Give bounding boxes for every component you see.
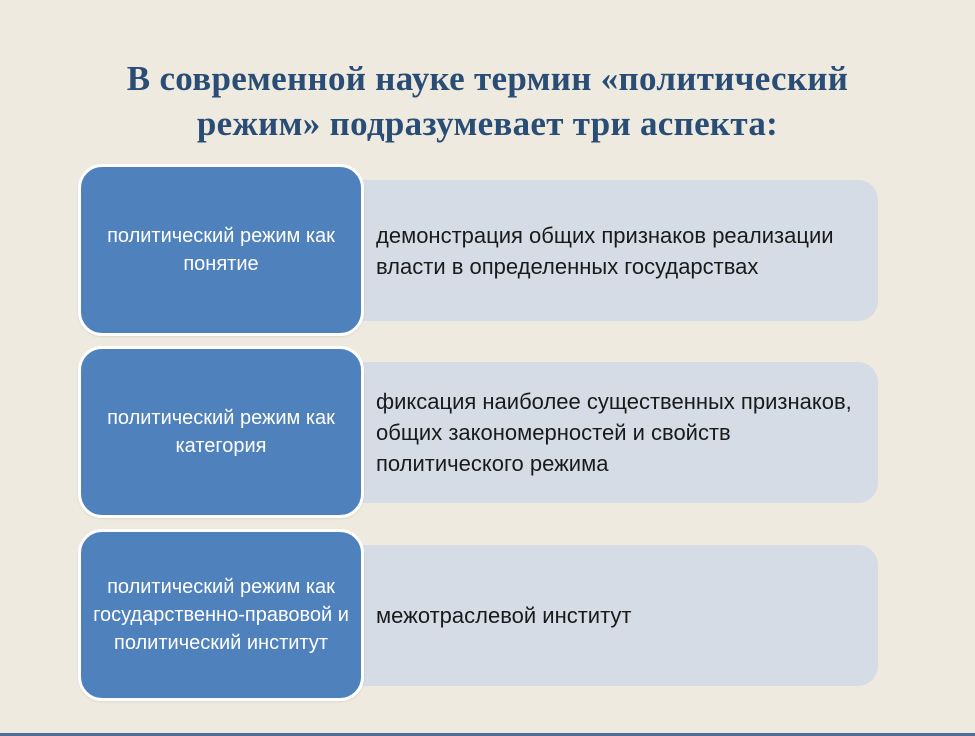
aspect-detail-box [322, 545, 878, 686]
slide-title [0, 56, 975, 146]
aspect-row [0, 346, 975, 520]
aspect-detail-text: демонстрация общих признаков реализации власти в определенных государствах [376, 222, 834, 279]
aspect-concept-box [78, 529, 364, 701]
aspect-detail-text: межотраслевой институт [376, 603, 632, 628]
aspect-detail-list [376, 220, 864, 282]
aspect-detail-box [322, 362, 878, 503]
aspect-row [0, 529, 975, 703]
aspect-detail-item [376, 220, 864, 282]
slide-title-line-1: В современной науке термин «политический [126, 59, 849, 98]
aspect-detail-list [376, 600, 631, 631]
aspect-detail-list [376, 386, 864, 479]
aspect-concept-label: политический режим как государственно-правовой и политический институт [93, 576, 349, 654]
aspect-concept-label: политический режим как категория [107, 407, 335, 457]
aspect-concept-box [78, 346, 364, 518]
aspect-detail-text: фиксация наиболее существенных признаков, общих закономерностей и свойств политического режима [376, 389, 852, 476]
aspect-detail-item [376, 386, 864, 479]
aspect-row [0, 164, 975, 338]
slide-title-line-2: режим» подразумевает три аспекта: [196, 104, 779, 143]
aspect-concept-box [78, 164, 364, 336]
aspect-detail-item [376, 600, 631, 631]
aspect-detail-box [322, 180, 878, 321]
aspect-concept-label: политический режим как понятие [107, 225, 335, 275]
